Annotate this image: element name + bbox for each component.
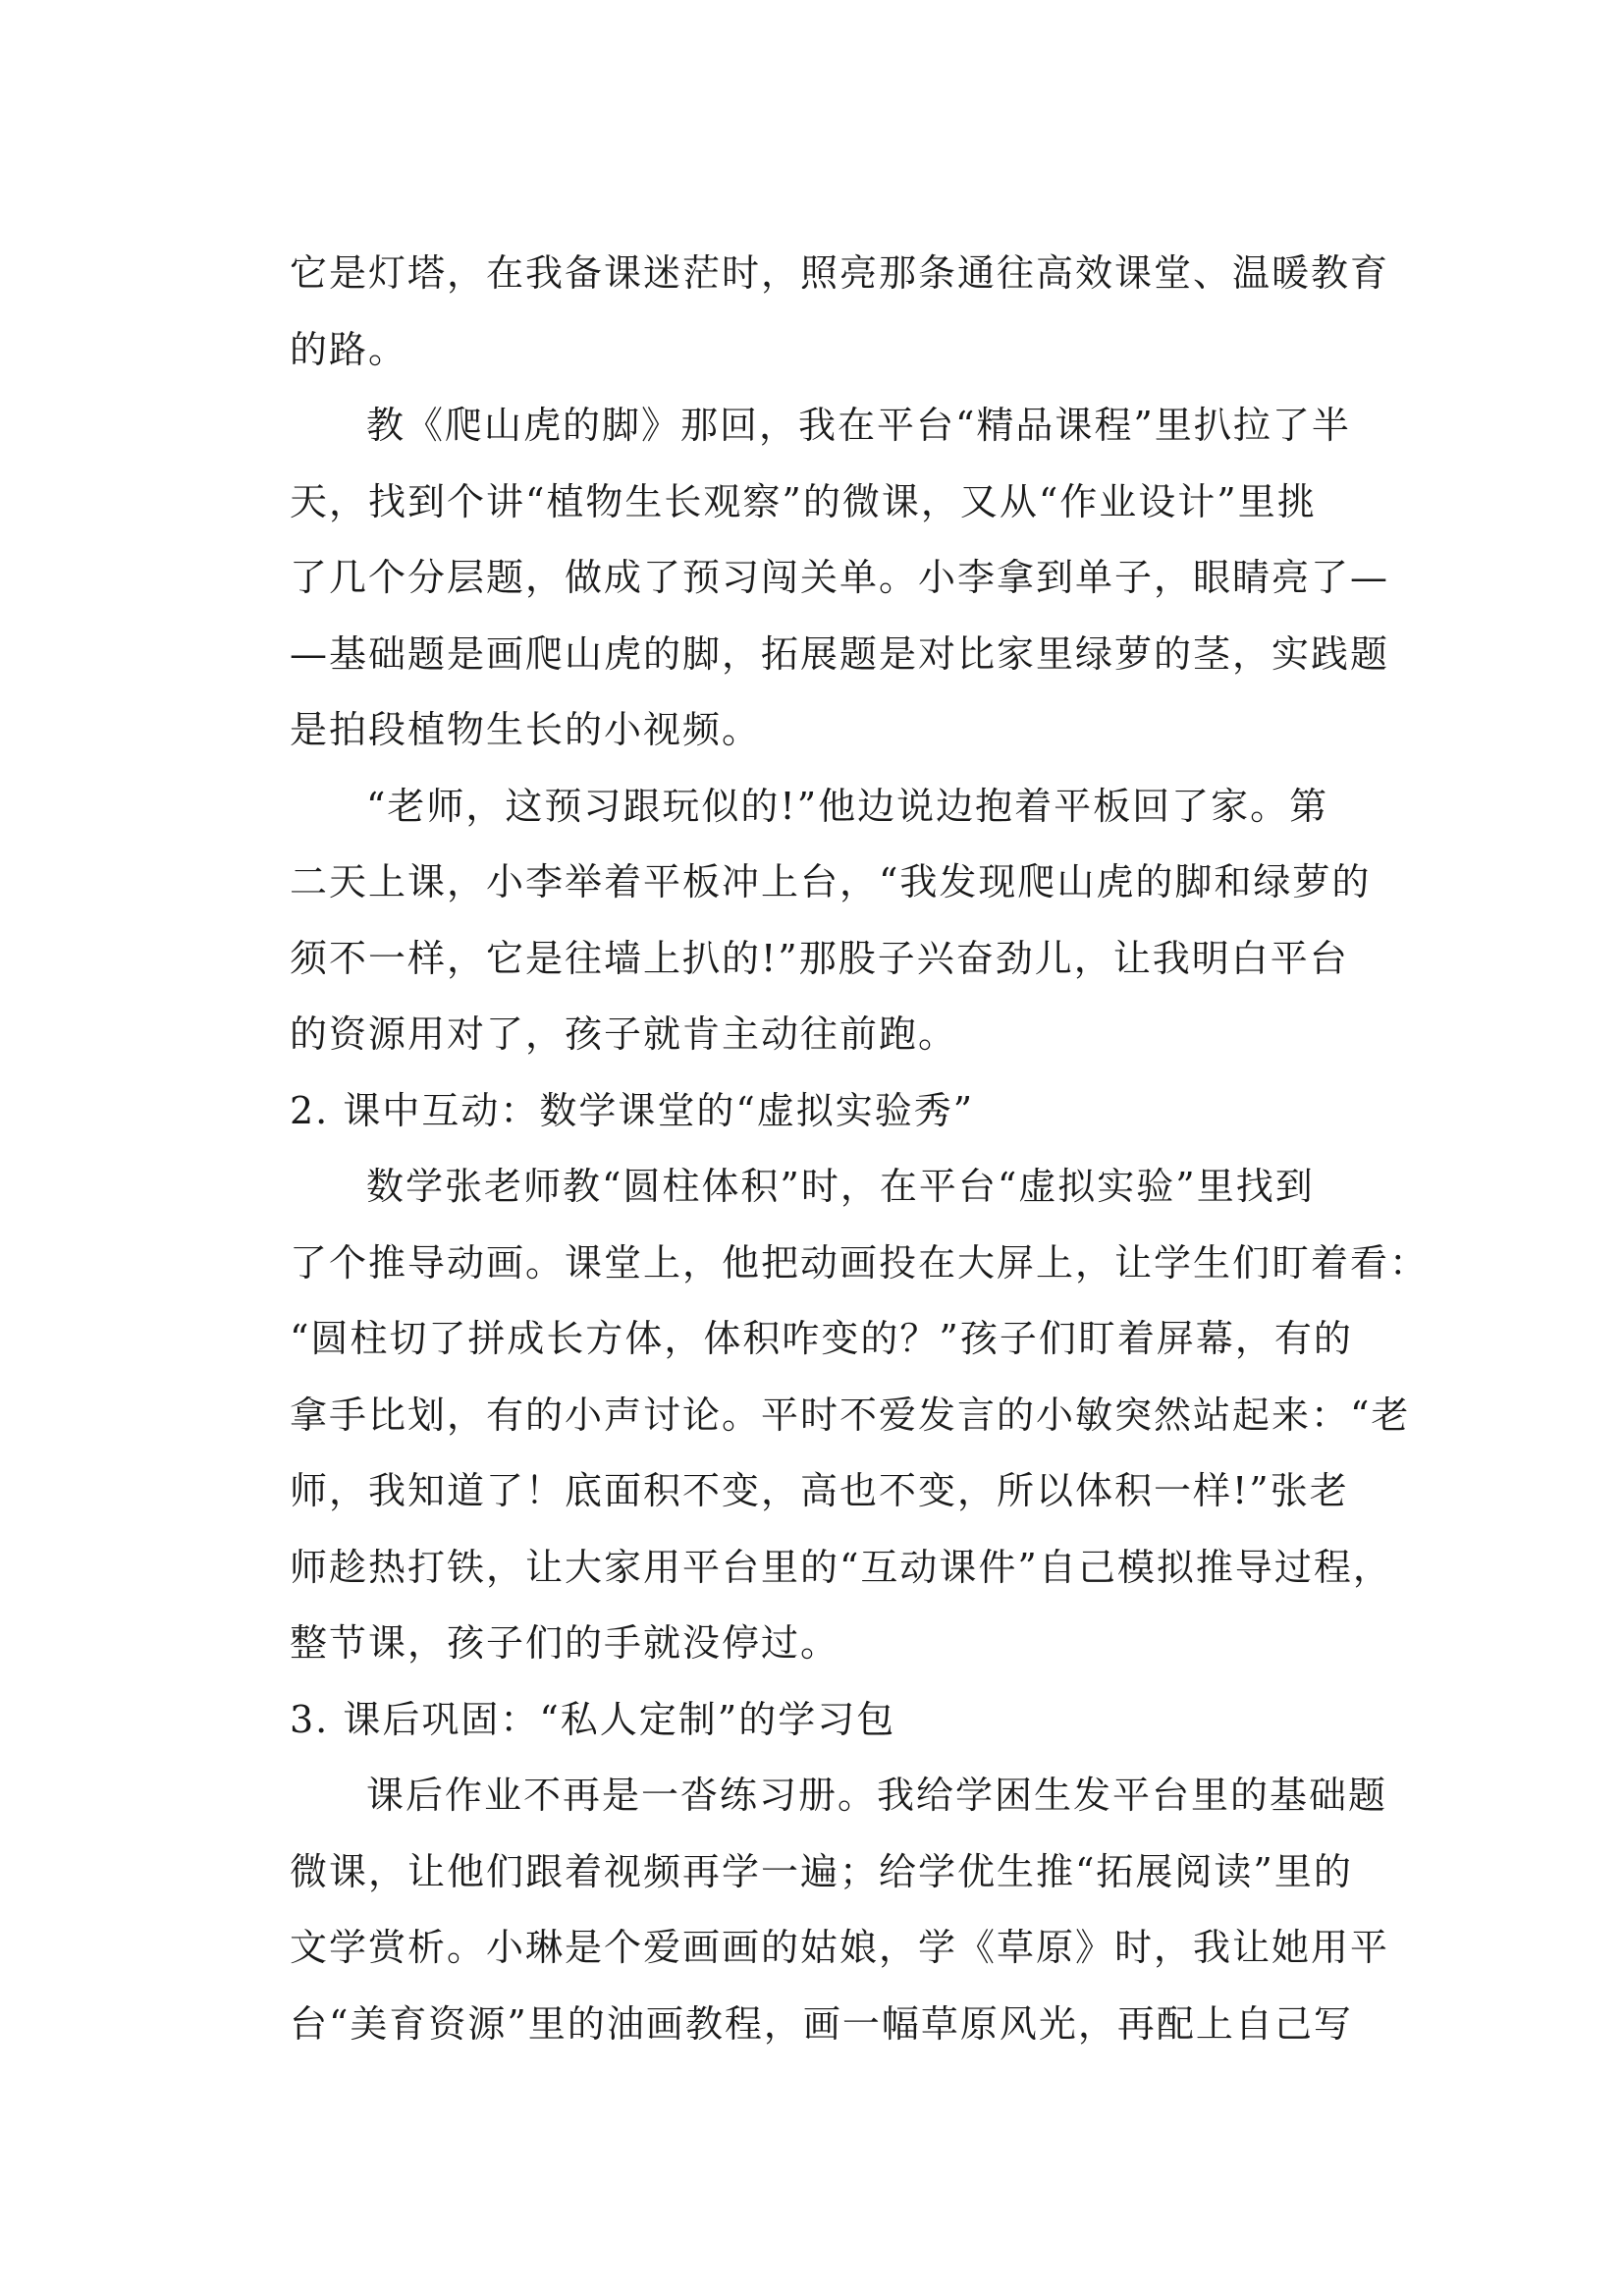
text-line: 师趁热打铁，让大家用平台里的“互动课件”自己模拟推导过程，: [290, 1545, 1392, 1589]
text-line: 了几个分层题，做成了预习闯关单。小李拿到单子，眼睛亮了—: [290, 556, 1390, 599]
text-line: 数学张老师教“圆柱体积”时，在平台“虚拟实验”里找到: [366, 1165, 1315, 1208]
document-body: [290, 236, 1430, 2062]
text-line: 的资源用对了，孩子就肯主动往前跑。: [290, 1012, 958, 1056]
text-line: 它是灯塔，在我备课迷茫时，照亮那条通往高效课堂、温暖教育: [290, 251, 1390, 295]
text-line: 微课，让他们跟着视频再学一遍；给学优生推“拓展阅读”里的: [290, 1849, 1353, 1893]
text-line: 二天上课，小李举着平板冲上台，“我发现爬山虎的脚和绿萝的: [290, 860, 1372, 903]
section-heading: 2. 课中互动：数学课堂的“虚拟实验秀”: [290, 1088, 975, 1132]
text-line: “圆柱切了拼成长方体，体积咋变的？”孩子们盯着屏幕，有的: [290, 1317, 1353, 1360]
text-line: 整节课，孩子们的手就没停过。: [290, 1621, 840, 1665]
text-line: —基础题是画爬山虎的脚，拓展题是对比家里绿萝的茎，实践题: [290, 631, 1390, 676]
text-line: 文学赏析。小琳是个爱画画的姑娘，学《草原》时，我让她用平: [290, 1926, 1390, 1969]
text-line: 教《爬山虎的脚》那回，我在平台“精品课程”里扒拉了半: [366, 404, 1351, 447]
text-line: 课后作业不再是一沓练习册。我给学困生发平台里的基础题: [366, 1774, 1388, 1817]
text-line: 的路。: [290, 327, 408, 371]
text-line: “老师，这预习跟玩似的!”他边说边抱着平板回了家。第: [366, 784, 1329, 828]
text-line: 天，找到个讲“植物生长观察”的微课，又从“作业设计”里挑: [290, 479, 1317, 523]
section-heading: 3. 课后巩固：“私人定制”的学习包: [290, 1697, 896, 1741]
text-line: 是拍段植物生长的小视频。: [290, 708, 762, 751]
text-line: 拿手比划，有的小声讨论。平时不爱发言的小敏突然站起来：“老: [290, 1393, 1411, 1437]
text-line: 了个推导动画。课堂上，他把动画投在大屏上，让学生们盯着看：: [290, 1240, 1430, 1285]
text-line: 师，我知道了！底面积不变，高也不变，所以体积一样!”张老: [290, 1469, 1349, 1512]
text-line: 台“美育资源”里的油画教程，画一幅草原风光，再配上自己写: [290, 2001, 1353, 2046]
text-line: 须不一样，它是往墙上扒的!”那股子兴奋劲儿，让我明白平台: [290, 936, 1349, 980]
